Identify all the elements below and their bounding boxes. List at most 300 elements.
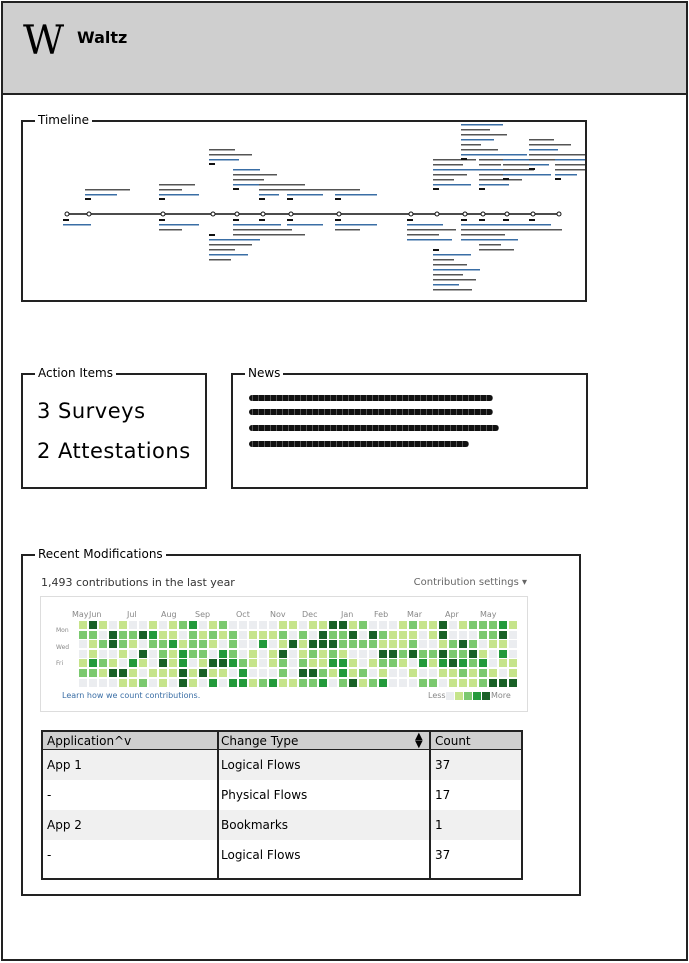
contribution-cell[interactable]: [189, 631, 197, 639]
contribution-cell[interactable]: [409, 679, 417, 687]
timeline-event-dot[interactable]: [435, 212, 439, 216]
contribution-cell[interactable]: [359, 679, 367, 687]
contribution-cell[interactable]: [199, 679, 207, 687]
contribution-cell[interactable]: [79, 631, 87, 639]
contribution-cell[interactable]: [379, 650, 387, 658]
contribution-cell[interactable]: [179, 679, 187, 687]
contribution-cell[interactable]: [339, 669, 347, 677]
contribution-cell[interactable]: [389, 650, 397, 658]
contribution-cell[interactable]: [179, 640, 187, 648]
contribution-cell[interactable]: [239, 679, 247, 687]
contribution-cell[interactable]: [409, 669, 417, 677]
contribution-cell[interactable]: [309, 640, 317, 648]
contribution-cell[interactable]: [509, 679, 517, 687]
timeline-event-dot[interactable]: [87, 212, 91, 216]
contribution-cell[interactable]: [509, 621, 517, 629]
contribution-cell[interactable]: [409, 659, 417, 667]
contribution-cell[interactable]: [499, 650, 507, 658]
contribution-cell[interactable]: [159, 669, 167, 677]
contribution-cell[interactable]: [349, 650, 357, 658]
contribution-cell[interactable]: [259, 621, 267, 629]
contribution-cell[interactable]: [479, 679, 487, 687]
contribution-cell[interactable]: [349, 640, 357, 648]
contribution-cell[interactable]: [299, 669, 307, 677]
contribution-cell[interactable]: [89, 650, 97, 658]
contribution-cell[interactable]: [129, 659, 137, 667]
contribution-cell[interactable]: [429, 631, 437, 639]
contribution-cell[interactable]: [129, 640, 137, 648]
contribution-cell[interactable]: [139, 640, 147, 648]
contribution-cell[interactable]: [459, 621, 467, 629]
contribution-cell[interactable]: [309, 650, 317, 658]
contribution-cell[interactable]: [99, 669, 107, 677]
contribution-cell[interactable]: [489, 650, 497, 658]
contribution-cell[interactable]: [229, 650, 237, 658]
contribution-cell[interactable]: [329, 669, 337, 677]
contribution-cell[interactable]: [439, 679, 447, 687]
contribution-cell[interactable]: [509, 650, 517, 658]
contribution-cell[interactable]: [409, 650, 417, 658]
contribution-cell[interactable]: [209, 640, 217, 648]
contribution-cell[interactable]: [79, 669, 87, 677]
contribution-cell[interactable]: [149, 650, 157, 658]
contribution-cell[interactable]: [399, 650, 407, 658]
contribution-cell[interactable]: [309, 621, 317, 629]
contribution-cell[interactable]: [449, 679, 457, 687]
contribution-cell[interactable]: [129, 679, 137, 687]
contribution-cell[interactable]: [379, 679, 387, 687]
contribution-cell[interactable]: [139, 650, 147, 658]
contribution-cell[interactable]: [239, 659, 247, 667]
contribution-cell[interactable]: [169, 679, 177, 687]
app-title[interactable]: Waltz: [77, 28, 128, 47]
contribution-cell[interactable]: [129, 650, 137, 658]
contribution-cell[interactable]: [339, 640, 347, 648]
contribution-cell[interactable]: [279, 640, 287, 648]
timeline-event-dot[interactable]: [557, 212, 561, 216]
contribution-cell[interactable]: [489, 631, 497, 639]
contribution-cell[interactable]: [479, 621, 487, 629]
contribution-cell[interactable]: [89, 659, 97, 667]
contribution-cell[interactable]: [439, 659, 447, 667]
contribution-cell[interactable]: [179, 621, 187, 629]
contribution-cell[interactable]: [309, 669, 317, 677]
contribution-cell[interactable]: [189, 679, 197, 687]
contribution-cell[interactable]: [369, 659, 377, 667]
contribution-cell[interactable]: [189, 640, 197, 648]
contribution-cell[interactable]: [329, 621, 337, 629]
contribution-cell[interactable]: [249, 679, 257, 687]
contribution-cell[interactable]: [369, 679, 377, 687]
contribution-cell[interactable]: [199, 650, 207, 658]
contribution-cell[interactable]: [179, 650, 187, 658]
contribution-cell[interactable]: [139, 631, 147, 639]
contribution-cell[interactable]: [229, 679, 237, 687]
contribution-cell[interactable]: [149, 679, 157, 687]
contribution-cell[interactable]: [229, 640, 237, 648]
timeline-event-dot[interactable]: [463, 212, 467, 216]
contribution-cell[interactable]: [419, 640, 427, 648]
contribution-cell[interactable]: [479, 659, 487, 667]
contribution-cell[interactable]: [429, 650, 437, 658]
contribution-cell[interactable]: [269, 669, 277, 677]
contribution-cell[interactable]: [389, 631, 397, 639]
contribution-cell[interactable]: [79, 679, 87, 687]
table-row[interactable]: [43, 780, 521, 810]
contribution-cell[interactable]: [239, 631, 247, 639]
contribution-cell[interactable]: [219, 669, 227, 677]
contribution-cell[interactable]: [469, 659, 477, 667]
contribution-cell[interactable]: [279, 621, 287, 629]
contribution-cell[interactable]: [499, 621, 507, 629]
contribution-cell[interactable]: [279, 650, 287, 658]
contribution-cell[interactable]: [329, 650, 337, 658]
contribution-cell[interactable]: [269, 640, 277, 648]
contribution-cell[interactable]: [129, 669, 137, 677]
contribution-cell[interactable]: [79, 650, 87, 658]
contribution-cell[interactable]: [359, 650, 367, 658]
contribution-cell[interactable]: [79, 659, 87, 667]
contribution-cell[interactable]: [249, 631, 257, 639]
contribution-cell[interactable]: [489, 659, 497, 667]
contribution-cell[interactable]: [209, 631, 217, 639]
contribution-cell[interactable]: [159, 631, 167, 639]
contribution-cell[interactable]: [479, 669, 487, 677]
timeline-event-dot[interactable]: [65, 212, 69, 216]
contribution-cell[interactable]: [459, 640, 467, 648]
contribution-cell[interactable]: [289, 650, 297, 658]
contribution-cell[interactable]: [179, 669, 187, 677]
contribution-cell[interactable]: [99, 650, 107, 658]
contribution-cell[interactable]: [119, 669, 127, 677]
contribution-cell[interactable]: [319, 650, 327, 658]
contribution-cell[interactable]: [469, 669, 477, 677]
contribution-cell[interactable]: [219, 679, 227, 687]
contribution-cell[interactable]: [369, 669, 377, 677]
contribution-cell[interactable]: [399, 679, 407, 687]
contribution-cell[interactable]: [439, 621, 447, 629]
contribution-cell[interactable]: [499, 631, 507, 639]
contribution-cell[interactable]: [349, 621, 357, 629]
contribution-cell[interactable]: [419, 659, 427, 667]
contribution-cell[interactable]: [79, 640, 87, 648]
contribution-cell[interactable]: [339, 631, 347, 639]
contribution-cell[interactable]: [389, 679, 397, 687]
contribution-cell[interactable]: [399, 631, 407, 639]
contribution-cell[interactable]: [249, 640, 257, 648]
contribution-cell[interactable]: [89, 621, 97, 629]
table-row[interactable]: [43, 840, 521, 870]
contribution-cell[interactable]: [409, 631, 417, 639]
timeline-event-dot[interactable]: [261, 212, 265, 216]
contribution-cell[interactable]: [359, 669, 367, 677]
contribution-cell[interactable]: [359, 640, 367, 648]
contribution-cell[interactable]: [509, 640, 517, 648]
contribution-cell[interactable]: [219, 631, 227, 639]
contribution-cell[interactable]: [349, 659, 357, 667]
contribution-cell[interactable]: [179, 659, 187, 667]
contribution-cell[interactable]: [169, 669, 177, 677]
contribution-cell[interactable]: [289, 679, 297, 687]
timeline-event-dot[interactable]: [481, 212, 485, 216]
contribution-cell[interactable]: [109, 650, 117, 658]
table-row[interactable]: [43, 750, 521, 780]
contribution-cell[interactable]: [469, 679, 477, 687]
contribution-cell[interactable]: [509, 631, 517, 639]
contribution-cell[interactable]: [109, 669, 117, 677]
contribution-cell[interactable]: [389, 669, 397, 677]
contribution-cell[interactable]: [79, 621, 87, 629]
contribution-cell[interactable]: [279, 659, 287, 667]
contribution-cell[interactable]: [279, 631, 287, 639]
contribution-cell[interactable]: [219, 640, 227, 648]
contribution-cell[interactable]: [459, 650, 467, 658]
contribution-cell[interactable]: [259, 640, 267, 648]
contribution-cell[interactable]: [199, 669, 207, 677]
column-header-count[interactable]: Count: [435, 734, 471, 748]
contribution-cell[interactable]: [449, 659, 457, 667]
contribution-cell[interactable]: [109, 640, 117, 648]
contribution-cell[interactable]: [509, 659, 517, 667]
contribution-cell[interactable]: [119, 640, 127, 648]
contribution-cell[interactable]: [239, 650, 247, 658]
contribution-cell[interactable]: [479, 631, 487, 639]
contribution-cell[interactable]: [289, 640, 297, 648]
contribution-cell[interactable]: [129, 621, 137, 629]
table-row[interactable]: [43, 810, 521, 840]
timeline-event-dot[interactable]: [531, 212, 535, 216]
contribution-cell[interactable]: [359, 621, 367, 629]
contribution-cell[interactable]: [309, 679, 317, 687]
contribution-cell[interactable]: [289, 621, 297, 629]
contribution-cell[interactable]: [289, 631, 297, 639]
contribution-cell[interactable]: [269, 650, 277, 658]
contribution-cell[interactable]: [179, 631, 187, 639]
timeline-event-dot[interactable]: [211, 212, 215, 216]
contribution-cell[interactable]: [169, 631, 177, 639]
contribution-settings-dropdown[interactable]: Contribution settings ▾: [413, 577, 527, 588]
contribution-cell[interactable]: [439, 631, 447, 639]
contribution-cell[interactable]: [89, 631, 97, 639]
contribution-cell[interactable]: [299, 679, 307, 687]
contribution-cell[interactable]: [379, 669, 387, 677]
contribution-cell[interactable]: [369, 631, 377, 639]
contribution-cell[interactable]: [299, 650, 307, 658]
contribution-cell[interactable]: [339, 621, 347, 629]
contribution-cell[interactable]: [229, 669, 237, 677]
contribution-cell[interactable]: [109, 679, 117, 687]
contribution-cell[interactable]: [419, 631, 427, 639]
contribution-cell[interactable]: [319, 669, 327, 677]
contribution-cell[interactable]: [109, 621, 117, 629]
contribution-cell[interactable]: [119, 659, 127, 667]
contribution-cell[interactable]: [229, 631, 237, 639]
contribution-cell[interactable]: [239, 621, 247, 629]
contribution-cell[interactable]: [269, 621, 277, 629]
contribution-cell[interactable]: [359, 659, 367, 667]
contribution-cell[interactable]: [289, 659, 297, 667]
contribution-cell[interactable]: [419, 650, 427, 658]
contribution-cell[interactable]: [439, 640, 447, 648]
contribution-cell[interactable]: [189, 621, 197, 629]
contribution-cell[interactable]: [249, 659, 257, 667]
contribution-cell[interactable]: [289, 669, 297, 677]
contribution-cell[interactable]: [339, 659, 347, 667]
contribution-cell[interactable]: [189, 659, 197, 667]
contribution-cell[interactable]: [429, 669, 437, 677]
contribution-cell[interactable]: [149, 659, 157, 667]
contribution-cell[interactable]: [99, 659, 107, 667]
contribution-cell[interactable]: [379, 640, 387, 648]
contribution-cell[interactable]: [209, 669, 217, 677]
contribution-cell[interactable]: [119, 679, 127, 687]
contribution-cell[interactable]: [469, 621, 477, 629]
contribution-cell[interactable]: [329, 631, 337, 639]
contribution-cell[interactable]: [169, 650, 177, 658]
contribution-cell[interactable]: [369, 621, 377, 629]
column-header-application[interactable]: Application^v: [47, 734, 132, 748]
timeline-event-dot[interactable]: [161, 212, 165, 216]
contribution-cell[interactable]: [89, 640, 97, 648]
contribution-cell[interactable]: [149, 640, 157, 648]
contribution-cell[interactable]: [209, 659, 217, 667]
contribution-cell[interactable]: [399, 621, 407, 629]
contribution-cell[interactable]: [359, 631, 367, 639]
contribution-cell[interactable]: [199, 621, 207, 629]
contribution-cell[interactable]: [299, 640, 307, 648]
contribution-cell[interactable]: [99, 631, 107, 639]
contribution-cell[interactable]: [109, 659, 117, 667]
contribution-cell[interactable]: [189, 669, 197, 677]
contribution-cell[interactable]: [109, 631, 117, 639]
column-header-change-type[interactable]: Change Type: [221, 734, 299, 748]
contribution-cell[interactable]: [319, 640, 327, 648]
contribution-cell[interactable]: [319, 631, 327, 639]
contribution-cell[interactable]: [379, 621, 387, 629]
contribution-cell[interactable]: [239, 640, 247, 648]
contribution-cell[interactable]: [309, 631, 317, 639]
contribution-cell[interactable]: [369, 640, 377, 648]
contribution-cell[interactable]: [159, 621, 167, 629]
contribution-cell[interactable]: [219, 650, 227, 658]
contribution-cell[interactable]: [479, 640, 487, 648]
contribution-cell[interactable]: [139, 659, 147, 667]
contribution-cell[interactable]: [159, 650, 167, 658]
contribution-cell[interactable]: [429, 679, 437, 687]
contribution-cell[interactable]: [259, 679, 267, 687]
contribution-cell[interactable]: [229, 621, 237, 629]
contribution-cell[interactable]: [489, 669, 497, 677]
contribution-cell[interactable]: [199, 659, 207, 667]
contribution-cell[interactable]: [449, 621, 457, 629]
contribution-cell[interactable]: [469, 650, 477, 658]
contribution-cell[interactable]: [249, 621, 257, 629]
contribution-cell[interactable]: [99, 621, 107, 629]
contribution-cell[interactable]: [469, 640, 477, 648]
contribution-cell[interactable]: [259, 659, 267, 667]
contribution-cell[interactable]: [259, 650, 267, 658]
contribution-cell[interactable]: [309, 659, 317, 667]
contribution-cell[interactable]: [449, 650, 457, 658]
timeline-event-dot[interactable]: [337, 212, 341, 216]
contribution-cell[interactable]: [279, 669, 287, 677]
contribution-cell[interactable]: [489, 640, 497, 648]
contribution-cell[interactable]: [209, 621, 217, 629]
contribution-cell[interactable]: [229, 659, 237, 667]
contribution-cell[interactable]: [199, 631, 207, 639]
contribution-cell[interactable]: [169, 621, 177, 629]
contribution-cell[interactable]: [119, 621, 127, 629]
contribution-cell[interactable]: [349, 631, 357, 639]
contribution-cell[interactable]: [399, 669, 407, 677]
contribution-cell[interactable]: [89, 669, 97, 677]
contribution-cell[interactable]: [339, 650, 347, 658]
contribution-cell[interactable]: [419, 621, 427, 629]
contribution-cell[interactable]: [189, 650, 197, 658]
contribution-cell[interactable]: [149, 669, 157, 677]
contribution-cell[interactable]: [499, 669, 507, 677]
contribution-cell[interactable]: [159, 640, 167, 648]
contribution-cell[interactable]: [409, 621, 417, 629]
contribution-cell[interactable]: [399, 659, 407, 667]
timeline-event-dot[interactable]: [409, 212, 413, 216]
contribution-cell[interactable]: [369, 650, 377, 658]
contribution-cell[interactable]: [219, 621, 227, 629]
contribution-cell[interactable]: [269, 631, 277, 639]
contribution-cell[interactable]: [449, 640, 457, 648]
contribution-cell[interactable]: [509, 669, 517, 677]
contribution-cell[interactable]: [409, 640, 417, 648]
wikipedia-logo-icon[interactable]: W: [23, 18, 61, 64]
contribution-cell[interactable]: [209, 679, 217, 687]
contribution-cell[interactable]: [329, 679, 337, 687]
contribution-cell[interactable]: [389, 659, 397, 667]
contribution-cell[interactable]: [489, 679, 497, 687]
contribution-cell[interactable]: [429, 659, 437, 667]
contribution-cell[interactable]: [389, 621, 397, 629]
contribution-cell[interactable]: [139, 621, 147, 629]
contribution-cell[interactable]: [459, 669, 467, 677]
contribution-cell[interactable]: [279, 679, 287, 687]
contribution-cell[interactable]: [99, 679, 107, 687]
contribution-cell[interactable]: [169, 659, 177, 667]
contribution-cell[interactable]: [349, 679, 357, 687]
contribution-cell[interactable]: [239, 669, 247, 677]
contribution-cell[interactable]: [299, 621, 307, 629]
contribution-cell[interactable]: [149, 621, 157, 629]
timeline-event-dot[interactable]: [505, 212, 509, 216]
contribution-cell[interactable]: [129, 631, 137, 639]
contribution-cell[interactable]: [169, 640, 177, 648]
contribution-cell[interactable]: [449, 631, 457, 639]
contribution-cell[interactable]: [329, 659, 337, 667]
contribution-cell[interactable]: [299, 631, 307, 639]
contribution-cell[interactable]: [499, 659, 507, 667]
contribution-cell[interactable]: [439, 650, 447, 658]
contribution-cell[interactable]: [119, 650, 127, 658]
contribution-cell[interactable]: [429, 621, 437, 629]
contribution-cell[interactable]: [249, 669, 257, 677]
contribution-cell[interactable]: [379, 631, 387, 639]
contribution-cell[interactable]: [429, 640, 437, 648]
contribution-cell[interactable]: [149, 631, 157, 639]
timeline-chart[interactable]: [23, 122, 585, 300]
contribution-cell[interactable]: [499, 679, 507, 687]
contribution-cell[interactable]: [269, 659, 277, 667]
contribution-cell[interactable]: [449, 669, 457, 677]
contribution-cell[interactable]: [329, 640, 337, 648]
contribution-cell[interactable]: [89, 679, 97, 687]
